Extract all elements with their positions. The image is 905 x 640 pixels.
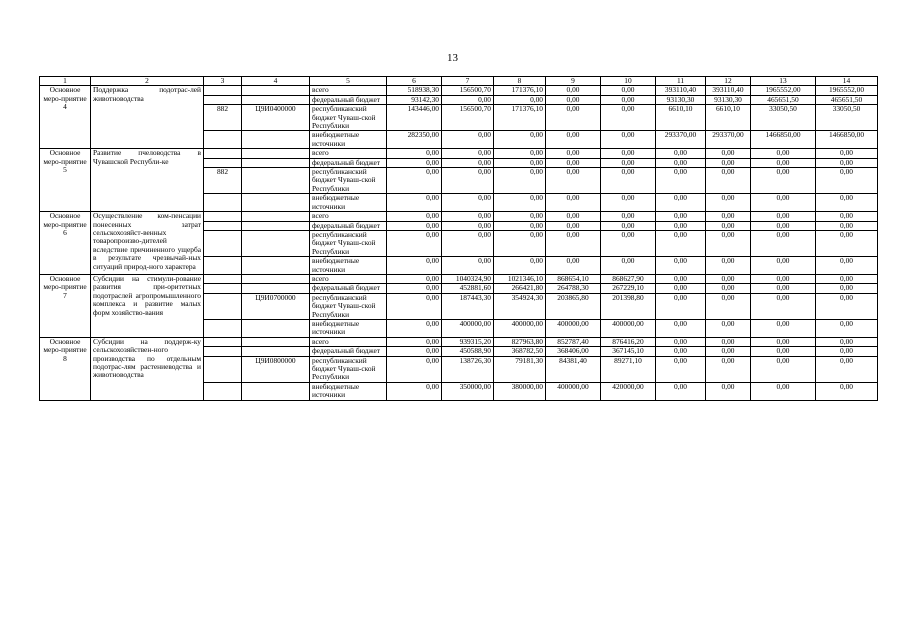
value-cell: 0,00 [706, 293, 751, 319]
value-cell: 876416,20 [601, 337, 656, 346]
value-cell: 1021346,10 [494, 274, 546, 283]
column-number: 5 [310, 77, 387, 86]
funding-source-cell: внебюджетные источники [310, 194, 387, 212]
value-cell: 0,00 [442, 221, 494, 230]
value-cell: 0,00 [706, 274, 751, 283]
gr-code-cell [204, 221, 242, 230]
value-cell: 0,00 [656, 382, 706, 400]
gr-code-cell: 882 [204, 105, 242, 131]
value-cell: 400000,00 [494, 319, 546, 337]
table-row [40, 274, 878, 283]
cs-code-cell [242, 158, 310, 167]
column-number: 9 [546, 77, 601, 86]
measure-name-cell: Осуществление ком-пенсации понесенных затрат сельскохозяйст-венных товаропроизво-дителей вследствие причиненного ущерба в результате чрезвычай-ных ситуаций природ-ного характера [91, 212, 204, 275]
value-cell: 400000,00 [442, 319, 494, 337]
value-cell: 0,00 [546, 257, 601, 275]
value-cell: 0,00 [387, 230, 442, 256]
cs-code-cell [242, 347, 310, 356]
value-cell: 0,00 [656, 337, 706, 346]
value-cell: 0,00 [601, 212, 656, 221]
value-cell: 939315,20 [442, 337, 494, 346]
value-cell: 0,00 [387, 337, 442, 346]
value-cell: 0,00 [656, 274, 706, 283]
value-cell: 868654,10 [546, 274, 601, 283]
value-cell: 0,00 [816, 382, 878, 400]
page-number: 13 [447, 52, 458, 64]
value-cell: 0,00 [601, 149, 656, 158]
value-cell: 0,00 [656, 194, 706, 212]
value-cell: 0,00 [816, 274, 878, 283]
value-cell: 1965552,00 [816, 86, 878, 95]
cs-code-cell [242, 212, 310, 221]
cs-code-cell: Ц9И0700000 [242, 293, 310, 319]
value-cell: 1040324,90 [442, 274, 494, 283]
value-cell: 0,00 [387, 356, 442, 382]
value-cell: 0,00 [601, 158, 656, 167]
value-cell: 0,00 [387, 149, 442, 158]
gr-code-cell [204, 95, 242, 104]
value-cell: 0,00 [387, 257, 442, 275]
gr-code-cell [204, 382, 242, 400]
value-cell: 203865,80 [546, 293, 601, 319]
value-cell: 0,00 [546, 149, 601, 158]
funding-source-cell: внебюджетные источники [310, 382, 387, 400]
value-cell: 0,00 [751, 293, 816, 319]
cs-code-cell [242, 168, 310, 194]
gr-code-cell [204, 158, 242, 167]
measure-name-cell: Субсидии на стимули-рование развития при-оритетных подотраслей агропромышленного комплекса и развитие малых форм хозяйство-вания [91, 274, 204, 337]
measure-cell: Основное меро-приятие 4 [40, 86, 91, 149]
funding-source-cell: всего [310, 274, 387, 283]
value-cell: 0,00 [751, 221, 816, 230]
column-number: 8 [494, 77, 546, 86]
value-cell: 400000,00 [601, 319, 656, 337]
value-cell: 138726,30 [442, 356, 494, 382]
column-number: 4 [242, 77, 310, 86]
value-cell: 0,00 [601, 194, 656, 212]
value-cell: 0,00 [706, 337, 751, 346]
column-number: 3 [204, 77, 242, 86]
value-cell: 0,00 [816, 149, 878, 158]
value-cell: 0,00 [387, 293, 442, 319]
gr-code-cell [204, 257, 242, 275]
gr-code-cell [204, 230, 242, 256]
column-number: 2 [91, 77, 204, 86]
value-cell: 0,00 [656, 356, 706, 382]
cs-code-cell: Ц9И0400000 [242, 105, 310, 131]
value-cell: 0,00 [387, 212, 442, 221]
value-cell: 0,00 [387, 284, 442, 293]
value-cell: 0,00 [494, 95, 546, 104]
value-cell: 400000,00 [546, 319, 601, 337]
value-cell: 0,00 [601, 221, 656, 230]
value-cell: 0,00 [706, 212, 751, 221]
funding-source-cell: внебюджетные источники [310, 131, 387, 149]
value-cell: 0,00 [656, 168, 706, 194]
value-cell: 0,00 [387, 221, 442, 230]
value-cell: 0,00 [706, 356, 751, 382]
measure-cell: Основное меро-приятие 8 [40, 337, 91, 400]
value-cell: 0,00 [387, 347, 442, 356]
value-cell: 0,00 [442, 230, 494, 256]
value-cell: 0,00 [751, 347, 816, 356]
value-cell: 0,00 [656, 319, 706, 337]
value-cell: 1965552,00 [751, 86, 816, 95]
value-cell: 0,00 [816, 356, 878, 382]
value-cell: 0,00 [546, 131, 601, 149]
table-row [40, 337, 878, 346]
value-cell: 868627,90 [601, 274, 656, 283]
value-cell: 0,00 [387, 382, 442, 400]
funding-source-cell: федеральный бюджет [310, 95, 387, 104]
column-number: 1 [40, 77, 91, 86]
column-number-row [40, 77, 878, 86]
table-row [40, 149, 878, 158]
cs-code-cell [242, 86, 310, 95]
value-cell: 0,00 [706, 319, 751, 337]
value-cell: 171376,10 [494, 86, 546, 95]
value-cell: 201398,80 [601, 293, 656, 319]
funding-source-cell: всего [310, 86, 387, 95]
value-cell: 0,00 [751, 356, 816, 382]
funding-source-cell: федеральный бюджет [310, 158, 387, 167]
value-cell: 0,00 [706, 168, 751, 194]
value-cell: 0,00 [656, 293, 706, 319]
value-cell: 171376,10 [494, 105, 546, 131]
gr-code-cell [204, 131, 242, 149]
value-cell: 0,00 [442, 194, 494, 212]
cs-code-cell: Ц9И0800000 [242, 356, 310, 382]
funding-source-cell: республиканский бюджет Чуваш-ской Республики [310, 230, 387, 256]
cs-code-cell [242, 131, 310, 149]
value-cell: 0,00 [751, 194, 816, 212]
column-number: 14 [816, 77, 878, 86]
value-cell: 0,00 [494, 212, 546, 221]
funding-source-cell: федеральный бюджет [310, 284, 387, 293]
value-cell: 0,00 [751, 284, 816, 293]
value-cell: 0,00 [494, 149, 546, 158]
budget-table [39, 76, 878, 401]
value-cell: 0,00 [442, 168, 494, 194]
value-cell: 367145,10 [601, 347, 656, 356]
value-cell: 0,00 [546, 95, 601, 104]
funding-source-cell: республиканский бюджет Чуваш-ской Республики [310, 293, 387, 319]
table-body [40, 77, 878, 401]
value-cell: 0,00 [601, 168, 656, 194]
column-number: 10 [601, 77, 656, 86]
value-cell: 852787,40 [546, 337, 601, 346]
value-cell: 450588,90 [442, 347, 494, 356]
gr-code-cell [204, 356, 242, 382]
value-cell: 0,00 [656, 347, 706, 356]
value-cell: 0,00 [751, 158, 816, 167]
value-cell: 0,00 [546, 158, 601, 167]
value-cell: 0,00 [546, 86, 601, 95]
gr-code-cell [204, 319, 242, 337]
value-cell: 393110,40 [706, 86, 751, 95]
funding-source-cell: республиканский бюджет Чуваш-ской Республики [310, 105, 387, 131]
value-cell: 0,00 [816, 284, 878, 293]
value-cell: 33050,50 [816, 105, 878, 131]
funding-source-cell: всего [310, 337, 387, 346]
value-cell: 0,00 [816, 168, 878, 194]
gr-code-cell [204, 194, 242, 212]
value-cell: 143446,00 [387, 105, 442, 131]
value-cell: 0,00 [494, 158, 546, 167]
measure-name-cell: Субсидии на поддерж-ку сельскохозяйствен-ного производства по отдельным подотрас-лям растениеводства и животноводства [91, 337, 204, 400]
value-cell: 465651,50 [816, 95, 878, 104]
funding-source-cell: федеральный бюджет [310, 221, 387, 230]
value-cell: 0,00 [706, 284, 751, 293]
value-cell: 0,00 [706, 158, 751, 167]
value-cell: 0,00 [546, 168, 601, 194]
gr-code-cell [204, 284, 242, 293]
value-cell: 0,00 [601, 86, 656, 95]
value-cell: 0,00 [546, 221, 601, 230]
value-cell: 0,00 [546, 212, 601, 221]
value-cell: 380000,00 [494, 382, 546, 400]
value-cell: 89271,10 [601, 356, 656, 382]
value-cell: 79181,30 [494, 356, 546, 382]
cs-code-cell [242, 274, 310, 283]
value-cell: 93142,30 [387, 95, 442, 104]
value-cell: 0,00 [656, 257, 706, 275]
cs-code-cell [242, 337, 310, 346]
value-cell: 0,00 [706, 149, 751, 158]
value-cell: 0,00 [816, 212, 878, 221]
value-cell: 354924,30 [494, 293, 546, 319]
value-cell: 264788,30 [546, 284, 601, 293]
value-cell: 0,00 [816, 158, 878, 167]
value-cell: 0,00 [751, 168, 816, 194]
value-cell: 0,00 [751, 337, 816, 346]
value-cell: 0,00 [656, 212, 706, 221]
cs-code-cell [242, 230, 310, 256]
value-cell: 0,00 [751, 382, 816, 400]
value-cell: 0,00 [706, 257, 751, 275]
table-row [40, 86, 878, 95]
cs-code-cell [242, 221, 310, 230]
value-cell: 0,00 [706, 230, 751, 256]
value-cell: 156500,70 [442, 86, 494, 95]
measure-cell: Основное меро-приятие 6 [40, 212, 91, 275]
value-cell: 452881,60 [442, 284, 494, 293]
value-cell: 0,00 [494, 131, 546, 149]
value-cell: 393110,40 [656, 86, 706, 95]
measure-name-cell: Поддержка подотрас-лей животноводства [91, 86, 204, 149]
gr-code-cell [204, 212, 242, 221]
value-cell: 827963,80 [494, 337, 546, 346]
value-cell: 0,00 [816, 221, 878, 230]
value-cell: 0,00 [494, 168, 546, 194]
value-cell: 0,00 [546, 105, 601, 131]
value-cell: 282350,00 [387, 131, 442, 149]
funding-source-cell: республиканский бюджет Чуваш-ской Республики [310, 356, 387, 382]
value-cell: 0,00 [656, 149, 706, 158]
value-cell: 1466850,00 [816, 131, 878, 149]
value-cell: 400000,00 [546, 382, 601, 400]
value-cell: 6610,10 [656, 105, 706, 131]
value-cell: 0,00 [387, 274, 442, 283]
value-cell: 368782,50 [494, 347, 546, 356]
column-number: 13 [751, 77, 816, 86]
value-cell: 0,00 [601, 257, 656, 275]
cs-code-cell [242, 194, 310, 212]
value-cell: 0,00 [656, 230, 706, 256]
value-cell: 0,00 [601, 230, 656, 256]
cs-code-cell [242, 284, 310, 293]
value-cell: 0,00 [706, 194, 751, 212]
column-number: 12 [706, 77, 751, 86]
cs-code-cell [242, 95, 310, 104]
funding-source-cell: федеральный бюджет [310, 347, 387, 356]
value-cell: 0,00 [751, 319, 816, 337]
value-cell: 0,00 [494, 257, 546, 275]
measure-name-cell: Развитие пчеловодства в Чувашской Республи-ке [91, 149, 204, 212]
value-cell: 93130,30 [656, 95, 706, 104]
value-cell: 0,00 [751, 274, 816, 283]
table-row [40, 212, 878, 221]
value-cell: 187443,30 [442, 293, 494, 319]
value-cell: 0,00 [656, 158, 706, 167]
value-cell: 0,00 [442, 158, 494, 167]
value-cell: 0,00 [442, 149, 494, 158]
value-cell: 0,00 [706, 347, 751, 356]
value-cell: 266421,80 [494, 284, 546, 293]
cs-code-cell [242, 257, 310, 275]
gr-code-cell [204, 149, 242, 158]
value-cell: 0,00 [387, 168, 442, 194]
value-cell: 0,00 [442, 131, 494, 149]
value-cell: 0,00 [387, 194, 442, 212]
value-cell: 0,00 [494, 194, 546, 212]
value-cell: 0,00 [751, 212, 816, 221]
column-number: 6 [387, 77, 442, 86]
value-cell: 0,00 [751, 230, 816, 256]
value-cell: 0,00 [601, 131, 656, 149]
value-cell: 0,00 [546, 230, 601, 256]
value-cell: 0,00 [816, 194, 878, 212]
value-cell: 465651,50 [751, 95, 816, 104]
value-cell: 518938,30 [387, 86, 442, 95]
value-cell: 0,00 [546, 194, 601, 212]
value-cell: 0,00 [442, 212, 494, 221]
column-number: 11 [656, 77, 706, 86]
value-cell: 1466850,00 [751, 131, 816, 149]
value-cell: 0,00 [816, 337, 878, 346]
value-cell: 0,00 [706, 221, 751, 230]
funding-source-cell: внебюджетные источники [310, 257, 387, 275]
cs-code-cell [242, 149, 310, 158]
value-cell: 0,00 [387, 158, 442, 167]
value-cell: 0,00 [601, 105, 656, 131]
value-cell: 0,00 [706, 382, 751, 400]
measure-cell: Основное меро-приятие 7 [40, 274, 91, 337]
gr-code-cell [204, 274, 242, 283]
gr-code-cell [204, 293, 242, 319]
value-cell: 267229,10 [601, 284, 656, 293]
value-cell: 0,00 [751, 149, 816, 158]
cs-code-cell [242, 319, 310, 337]
value-cell: 33050,50 [751, 105, 816, 131]
value-cell: 0,00 [601, 95, 656, 104]
funding-source-cell: внебюджетные источники [310, 319, 387, 337]
gr-code-cell [204, 337, 242, 346]
gr-code-cell [204, 86, 242, 95]
value-cell: 420000,00 [601, 382, 656, 400]
value-cell: 84381,40 [546, 356, 601, 382]
value-cell: 0,00 [816, 319, 878, 337]
value-cell: 368406,00 [546, 347, 601, 356]
value-cell: 350000,00 [442, 382, 494, 400]
funding-source-cell: всего [310, 149, 387, 158]
funding-source-cell: республиканский бюджет Чуваш-ской Республики [310, 168, 387, 194]
value-cell: 0,00 [494, 230, 546, 256]
cs-code-cell [242, 382, 310, 400]
value-cell: 0,00 [751, 257, 816, 275]
value-cell: 0,00 [816, 257, 878, 275]
value-cell: 0,00 [442, 95, 494, 104]
gr-code-cell: 882 [204, 168, 242, 194]
value-cell: 0,00 [816, 293, 878, 319]
value-cell: 93130,30 [706, 95, 751, 104]
value-cell: 0,00 [442, 257, 494, 275]
value-cell: 6610,10 [706, 105, 751, 131]
value-cell: 0,00 [656, 221, 706, 230]
funding-source-cell: всего [310, 212, 387, 221]
value-cell: 293370,00 [706, 131, 751, 149]
value-cell: 0,00 [816, 347, 878, 356]
measure-cell: Основное меро-приятие 5 [40, 149, 91, 212]
value-cell: 0,00 [816, 230, 878, 256]
value-cell: 0,00 [494, 221, 546, 230]
value-cell: 293370,00 [656, 131, 706, 149]
value-cell: 0,00 [656, 284, 706, 293]
column-number: 7 [442, 77, 494, 86]
value-cell: 0,00 [387, 319, 442, 337]
gr-code-cell [204, 347, 242, 356]
value-cell: 156500,70 [442, 105, 494, 131]
